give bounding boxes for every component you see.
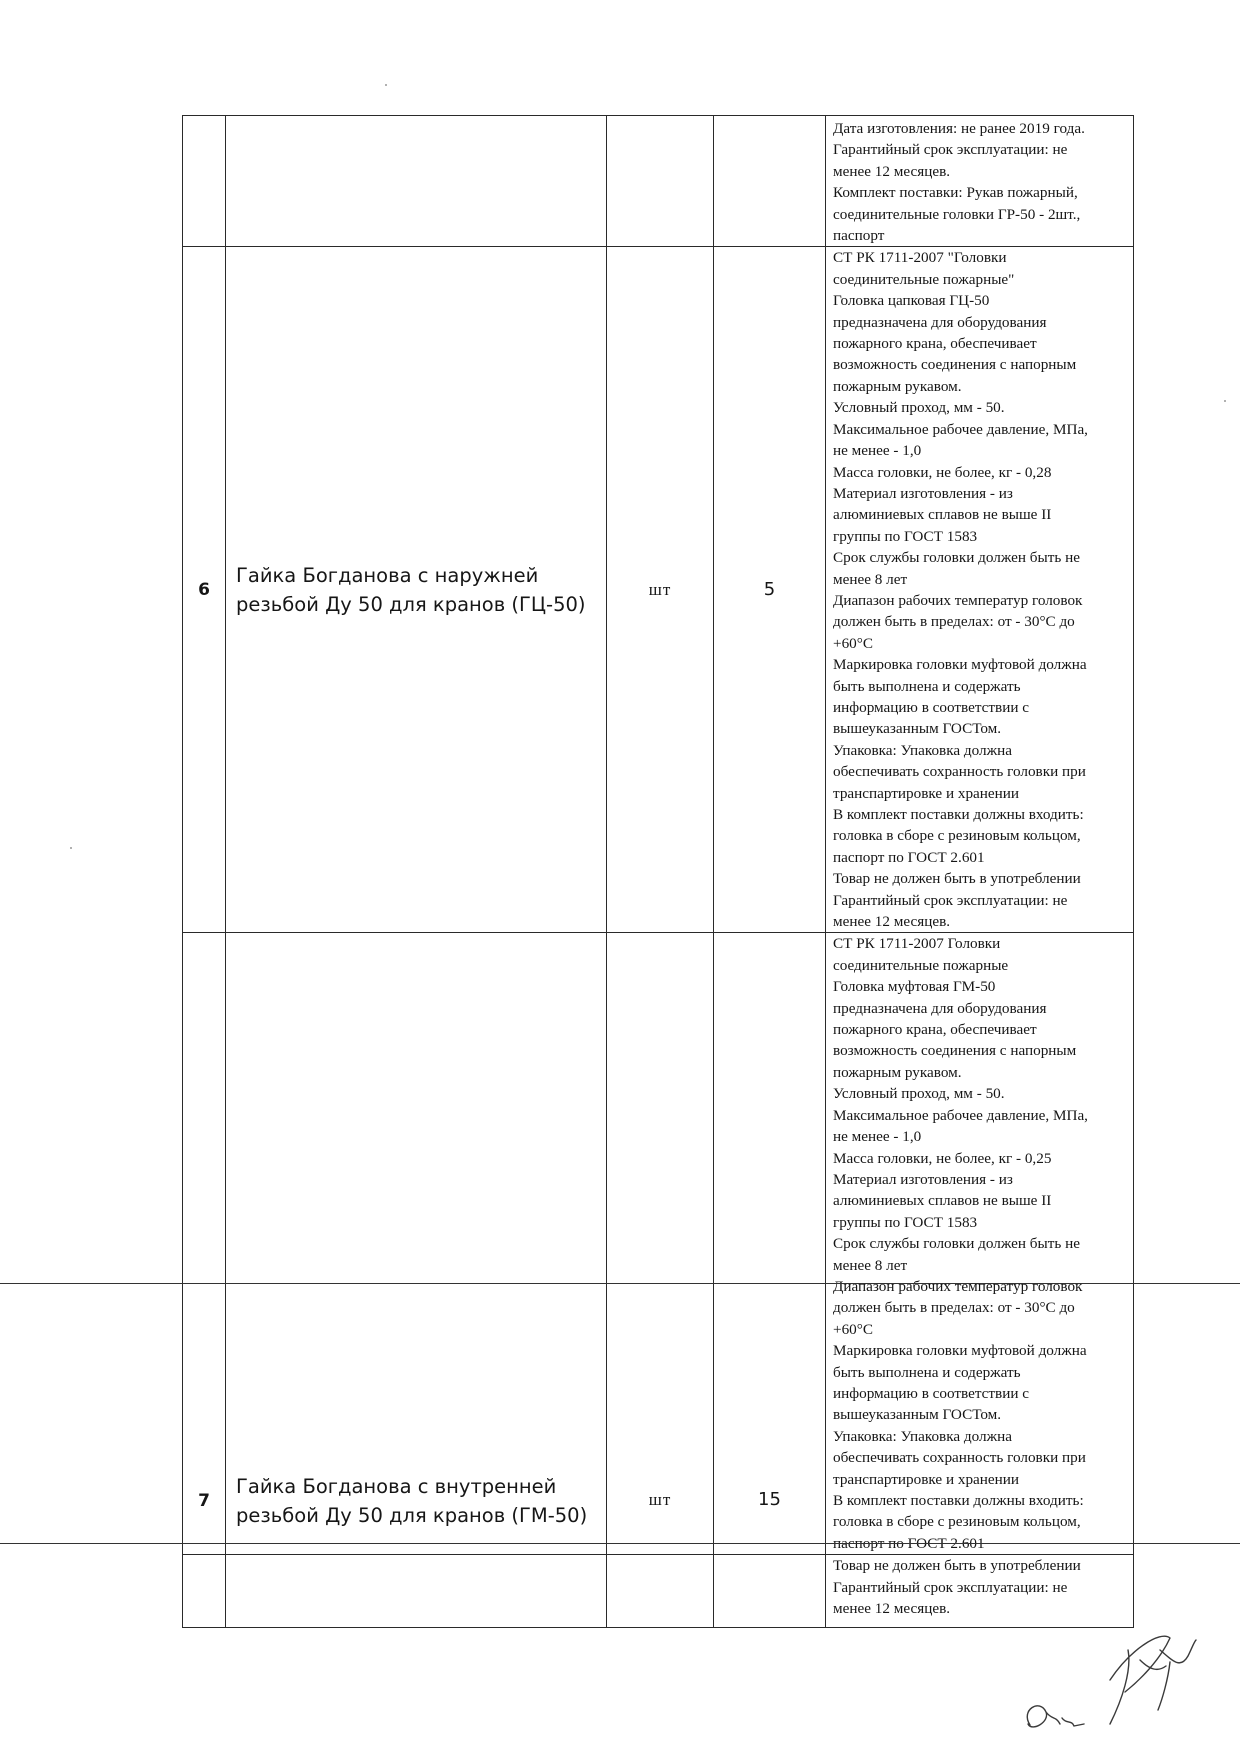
desc-line: менее 8 лет <box>833 1256 908 1274</box>
description-cell <box>826 1555 1134 1628</box>
desc-line: обеспечивать сохранность головки при <box>833 763 1086 781</box>
row-number: 6 <box>183 247 226 933</box>
desc-line: Срок службы головки должен быть не <box>833 1235 1080 1253</box>
desc-line: Дата изготовления: не ранее 2019 года. <box>833 120 1085 137</box>
desc-line: +60°С <box>833 634 873 652</box>
description-cell <box>826 933 1134 1555</box>
item-name-line: резьбой Ду 50 для кранов (ГМ-50) <box>236 1504 588 1528</box>
desc-line: группы по ГОСТ 1583 <box>833 527 978 545</box>
table-row <box>183 1555 1134 1628</box>
desc-line: СТ РК 1711-2007 Головки <box>833 935 1001 953</box>
description-cell <box>826 116 1134 247</box>
desc-line: Диапазон рабочих температур головок <box>833 1277 1083 1295</box>
desc-line: не менее - 1,0 <box>833 442 922 460</box>
desc-line: Гарантийный срок эксплуатации: не <box>833 1578 1068 1596</box>
desc-line: Гарантийный срок эксплуатации: не <box>833 891 1068 909</box>
item-name-line: Гайка Богданова с внутренней <box>236 1475 557 1499</box>
item-name <box>226 1555 607 1628</box>
desc-line: В комплект поставки должны входить: <box>833 1492 1084 1509</box>
desc-line: Упаковка: Упаковка должна <box>833 741 1012 759</box>
table-row <box>183 933 1134 1555</box>
desc-line: пожарного крана, обеспечивает <box>833 335 1037 353</box>
desc-line: головка в сборе с резиновым кольцом, <box>833 827 1081 845</box>
row-number <box>183 116 226 247</box>
desc-line: пожарным рукавом. <box>833 1063 962 1081</box>
desc-line: не менее - 1,0 <box>833 1128 922 1146</box>
desc-line: Срок службы головки должен быть не <box>833 549 1080 567</box>
desc-line: Масса головки, не более, кг - 0,25 <box>833 1149 1052 1167</box>
desc-line: Материал изготовления - из <box>833 1170 1013 1188</box>
quantity-cell: 5 <box>714 247 826 933</box>
desc-line: вышеуказанным ГОСТом. <box>833 1406 1002 1424</box>
desc-line: головка в сборе с резиновым кольцом, <box>833 1513 1081 1531</box>
desc-line: паспорт по ГОСТ 2.601 <box>833 1534 985 1552</box>
desc-line: быть выполнена и содержать <box>833 677 1021 695</box>
desc-line: соединительные пожарные <box>833 956 1009 974</box>
desc-line: менее 12 месяцев. <box>833 162 951 180</box>
quantity-cell: 15 <box>714 933 826 1555</box>
desc-line: Головка цапковая ГЦ-50 <box>833 292 990 310</box>
desc-line: предназначена для оборудования <box>833 313 1047 331</box>
desc-line: Маркировка головки муфтовой должна <box>833 1342 1087 1360</box>
signature-image <box>1010 1620 1210 1740</box>
unit-cell: шт <box>607 247 714 933</box>
table-row <box>183 247 1134 933</box>
desc-line: Диапазон рабочих температур головок <box>833 591 1083 609</box>
scan-speck <box>385 84 387 86</box>
desc-line: Условный проход, мм - 50. <box>833 1085 1005 1103</box>
item-name-line: Гайка Богданова с наружней <box>236 563 539 587</box>
desc-line: паспорт <box>833 227 885 245</box>
desc-line: Головка муфтовая ГМ-50 <box>833 978 996 996</box>
scan-line <box>0 1543 1240 1544</box>
item-name-line: резьбой Ду 50 для кранов (ГЦ-50) <box>236 592 586 616</box>
desc-line: информацию в соответствии с <box>833 698 1030 716</box>
item-name <box>226 933 607 1555</box>
desc-line: +60°С <box>833 1320 873 1338</box>
desc-line: информацию в соответствии с <box>833 1384 1030 1402</box>
desc-line: алюминиевых сплавов не выше II <box>833 506 1052 524</box>
desc-line: Максимальное рабочее давление, МПа, <box>833 420 1088 438</box>
desc-line: менее 8 лет <box>833 570 908 588</box>
desc-line: Масса головки, не более, кг - 0,28 <box>833 463 1052 481</box>
desc-line: СТ РК 1711-2007 "Головки <box>833 249 1007 267</box>
quantity-cell <box>714 116 826 247</box>
desc-line: Товар не должен быть в употреблении <box>833 1557 1081 1575</box>
desc-line: менее 12 месяцев. <box>833 913 951 931</box>
desc-line: пожарного крана, обеспечивает <box>833 1021 1037 1039</box>
desc-line: должен быть в пределах: от - 30°С до <box>833 613 1075 631</box>
desc-line: алюминиевых сплавов не выше II <box>833 1192 1052 1210</box>
desc-line: менее 12 месяцев. <box>833 1600 951 1618</box>
desc-line: Материал изготовления - из <box>833 484 1013 502</box>
scan-speck <box>1224 400 1226 402</box>
description-cell <box>826 247 1134 933</box>
desc-line: соединительные головки ГР-50 - 2шт., <box>833 205 1081 223</box>
unit-cell <box>607 1555 714 1628</box>
desc-line: Маркировка головки муфтовой должна <box>833 656 1087 674</box>
desc-line: В комплект поставки должны входить: <box>833 806 1084 823</box>
desc-line: Комплект поставки: Рукав пожарный, <box>833 184 1078 202</box>
desc-line: должен быть в пределах: от - 30°С до <box>833 1299 1075 1317</box>
unit-cell: шт <box>607 933 714 1555</box>
specification-table <box>182 115 1134 1628</box>
row-number: 7 <box>183 933 226 1555</box>
desc-line: пожарным рукавом. <box>833 377 962 395</box>
desc-line: группы по ГОСТ 1583 <box>833 1213 978 1231</box>
item-name <box>226 116 607 247</box>
unit-cell <box>607 116 714 247</box>
desc-line: Условный проход, мм - 50. <box>833 399 1005 417</box>
desc-line: возможность соединения с напорным <box>833 1042 1077 1060</box>
desc-line: предназначена для оборудования <box>833 999 1047 1017</box>
table-row <box>183 116 1134 247</box>
desc-line: возможность соединения с напорным <box>833 356 1077 374</box>
desc-line: Товар не должен быть в употреблении <box>833 870 1081 888</box>
row-number <box>183 1555 226 1628</box>
desc-line: обеспечивать сохранность головки при <box>833 1449 1086 1467</box>
item-name <box>226 247 607 933</box>
scan-speck <box>70 847 72 849</box>
desc-line: соединительные пожарные" <box>833 270 1015 288</box>
desc-line: паспорт по ГОСТ 2.601 <box>833 848 985 866</box>
desc-line: Упаковка: Упаковка должна <box>833 1427 1012 1445</box>
scan-line <box>0 1283 1240 1284</box>
desc-line: Гарантийный срок эксплуатации: не <box>833 141 1068 159</box>
desc-line: Максимальное рабочее давление, МПа, <box>833 1106 1088 1124</box>
desc-line: транспартировке и хранении <box>833 1470 1020 1488</box>
quantity-cell <box>714 1555 826 1628</box>
desc-line: транспартировке и хранении <box>833 784 1020 802</box>
desc-line: вышеуказанным ГОСТом. <box>833 720 1002 738</box>
desc-line: быть выполнена и содержать <box>833 1363 1021 1381</box>
